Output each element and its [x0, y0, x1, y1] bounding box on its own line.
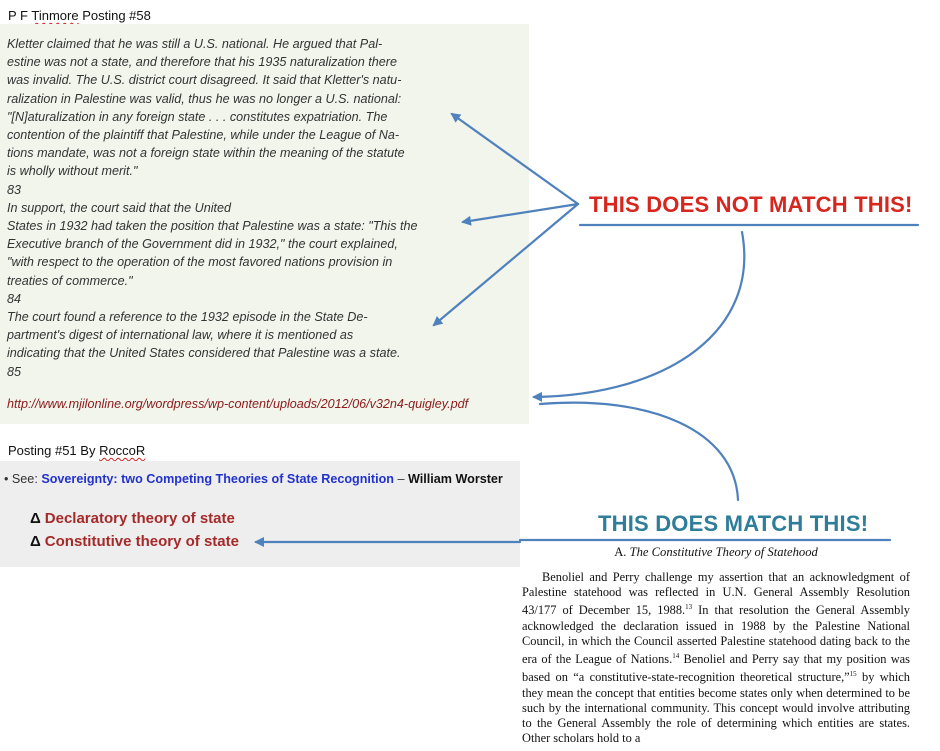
delta-icon: Δ [30, 510, 41, 527]
reference-link[interactable]: Sovereignty: two Competing Theories of State Recognition [41, 472, 394, 486]
theory-label: Constitutive theory of state [44, 533, 239, 550]
callout-match: THIS DOES MATCH THIS! [598, 511, 869, 536]
theory-label: Declaratory theory of state [44, 510, 235, 527]
footnote-ref: 13 [685, 603, 693, 612]
arrow-to-digest [434, 204, 578, 325]
post-heading-prefix-2: Posting #51 By [8, 443, 100, 458]
see-separator: – [393, 472, 408, 486]
post-heading-prefix: P F [8, 8, 32, 23]
arrow-curve-to-link [534, 232, 744, 397]
quoted-text: Kletter claimed that he was still a U.S. national. He argued that Pal- estine was not a state, and therefore that his 1935 naturalization there was invalid. The U.S. district court disagreed. It said that Kletter's natu- ralization in Palestine was valid, thus he was no longer a U.S. national: "[N]aturalization in any foreign state . . . constitutes expatriation. The contention of the plaintiff that Palestine, while under the League of Na- tions mandate, was not a foreign state within the meaning of the statute is wholly without merit." 83 In support, the court said that the United States in 1932 had taken the position that Palestine was a state: "This the Executive branch of the Government did in 1932," the court explained, "with respect to the operation of the most favored nations provision in treaties of commerce." 84 The court found a reference to the 1932 episode in the State De- partment's digest of international law, where it is mentioned as indicating that the United States considered that Palestine was a state. 85 [7, 37, 418, 379]
footnote-ref: 15 [849, 670, 857, 679]
paper-text-1: Benoliel and Perry challenge my assertion that an acknowledgment of Palestine statehood was reflected in U.N. General Assembly Resolution 43/177 of December 15, 1988. [522, 570, 910, 618]
author-name-2: RoccoR [99, 443, 146, 458]
paper-text-3: Benoliel and Perry say that my position was based on “a constitutive-state-recognition theoretical structure,” [522, 652, 910, 685]
paper-text-2: In that resolution the General Assembly acknowledged the declaration issued in 1988 by the Palestine National Council, in which the Council asserted Palestine statehood dating back to the era of the League of Nations. [522, 603, 910, 667]
callout-no-match: THIS DOES NOT MATCH THIS! [589, 192, 913, 217]
arrow-to-expatriation [452, 114, 578, 204]
arrow-curve-from-link [540, 403, 738, 500]
footnote-ref: 14 [672, 652, 680, 661]
see-prefix: • See: [4, 472, 42, 486]
paper-text-4: by which they mean the concept that entities become states only when determined to be such by the international community. This concept would involve attributing to the General Assembly the role of determining which entities are states. Other scholars hold to a [522, 670, 910, 746]
author-name: Tinmore [31, 8, 79, 23]
delta-icon: Δ [30, 533, 41, 550]
section-number: A. [614, 545, 627, 559]
reference-author: William Worster [408, 472, 503, 486]
post-heading-suffix: Posting #58 [78, 8, 151, 23]
section-title: The Constitutive Theory of Statehood [629, 545, 818, 559]
source-link[interactable]: http://www.mjilonline.org/wordpress/wp-content/uploads/2012/06/v32n4-quigley.pdf [7, 397, 469, 411]
